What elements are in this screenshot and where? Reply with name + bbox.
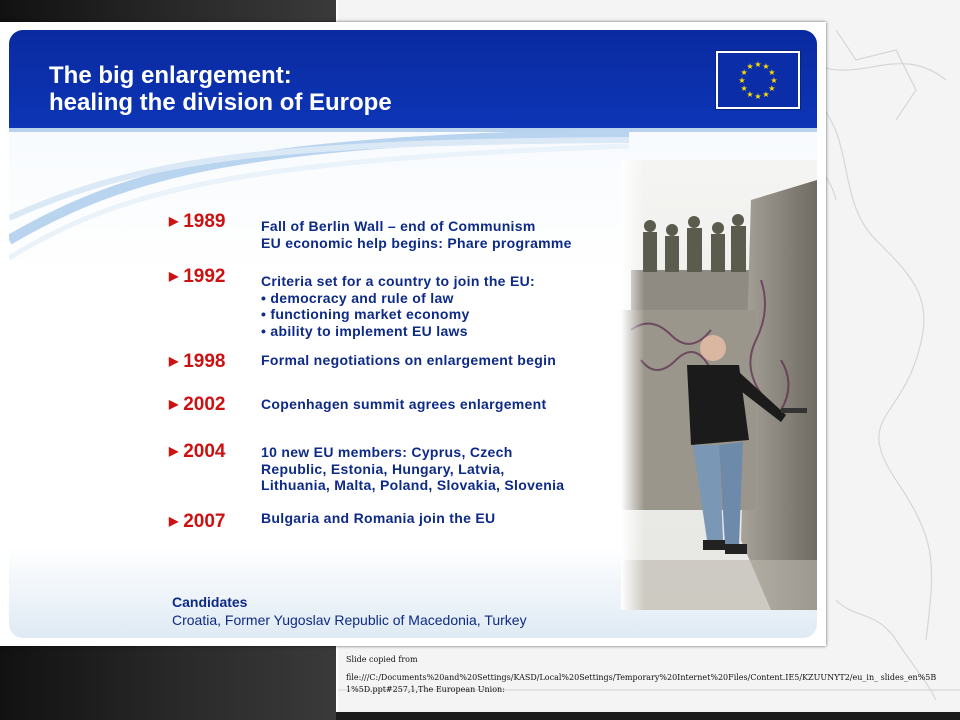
- arrow-bullet-icon: ▶: [169, 354, 179, 368]
- timeline-description-line: 10 new EU members: Cyprus, Czech: [261, 444, 513, 460]
- flag-star-icon: ★: [768, 84, 776, 93]
- slide-frame: [0, 22, 826, 646]
- timeline-description-line: Bulgaria and Romania join the EU: [261, 510, 496, 526]
- flag-star-icon: ★: [740, 84, 748, 93]
- timeline-description-line: Formal negotiations on enlargement begin: [261, 352, 557, 368]
- timeline-year-label: 2002: [183, 394, 226, 415]
- timeline-description-line: Criteria set for a country to join the EU:: [261, 273, 535, 289]
- caption-url: file:///C:/Documents%20and%20Settings/KASD/Local%20Settings/Temporary%20Internet%20Files/Content.IE5/KZUUNYT2/eu_in_ slides_en%5B1%5D.ppt#257,1,The European Union:: [346, 673, 937, 694]
- slide-title-line1: The big enlargement:: [49, 62, 292, 89]
- timeline-description-line: Fall of Berlin Wall – end of Communism: [261, 218, 536, 234]
- eu-flag-icon: [716, 51, 800, 109]
- flag-star-icon: ★: [738, 76, 746, 85]
- timeline-description-line: • ability to implement EU laws: [261, 322, 468, 339]
- slide-title: [49, 62, 392, 116]
- flag-star-icon: ★: [754, 92, 762, 101]
- timeline-year: [169, 441, 226, 463]
- slide-header: [9, 30, 817, 132]
- slide-content: [9, 30, 817, 638]
- timeline-description: [261, 273, 535, 339]
- candidates-block: [172, 593, 527, 629]
- flag-star-icon: ★: [746, 89, 754, 99]
- timeline-year: [169, 394, 226, 416]
- timeline-description: [261, 352, 556, 369]
- berlin-wall-photo: [621, 160, 817, 610]
- timeline-description-line: Lithuania, Malta, Poland, Slovakia, Slovenia: [261, 477, 565, 493]
- timeline-year: [169, 211, 226, 233]
- arrow-bullet-icon: ▶: [169, 397, 179, 411]
- flag-star-icon: ★: [754, 60, 762, 69]
- slide-title-line2: healing the division of Europe: [49, 89, 392, 116]
- timeline-year: [169, 266, 226, 288]
- slide-source-caption: [346, 654, 946, 696]
- arrow-bullet-icon: ▶: [169, 514, 179, 528]
- timeline-year: [169, 511, 226, 533]
- arrow-bullet-icon: ▶: [169, 269, 179, 283]
- flag-star-icon: ★: [746, 62, 754, 72]
- timeline-description-line: EU economic help begins: Phare programme: [261, 234, 572, 251]
- flag-star-icon: ★: [770, 76, 778, 85]
- timeline-description: [261, 444, 564, 494]
- timeline-description-line: • democracy and rule of law: [261, 289, 454, 306]
- caption-label: Slide copied from: [346, 655, 418, 664]
- timeline-description-line: • functioning market economy: [261, 306, 470, 322]
- timeline-year-label: 1998: [183, 351, 226, 372]
- timeline-year-label: 2007: [183, 511, 226, 532]
- candidates-heading: Candidates: [172, 594, 248, 610]
- timeline-description-line: Republic, Estonia, Hungary, Latvia,: [261, 460, 505, 477]
- arrow-bullet-icon: ▶: [169, 444, 179, 458]
- timeline-year-label: 2004: [183, 441, 226, 462]
- arrow-bullet-icon: ▶: [169, 214, 179, 228]
- candidates-text: Croatia, Former Yugoslav Republic of Macedonia, Turkey: [172, 612, 527, 628]
- flag-star-icon: ★: [762, 62, 770, 72]
- timeline-year-label: 1992: [183, 266, 226, 287]
- timeline-description-line: Copenhagen summit agrees enlargement: [261, 396, 547, 412]
- timeline-description: [261, 218, 572, 251]
- timeline-description: [261, 510, 495, 527]
- timeline-year-label: 1989: [183, 211, 226, 232]
- timeline-year: [169, 351, 226, 373]
- flag-star-icon: ★: [768, 68, 776, 77]
- timeline-description: [261, 396, 546, 413]
- flag-star-icon: ★: [762, 89, 770, 99]
- flag-star-icon: ★: [740, 68, 748, 77]
